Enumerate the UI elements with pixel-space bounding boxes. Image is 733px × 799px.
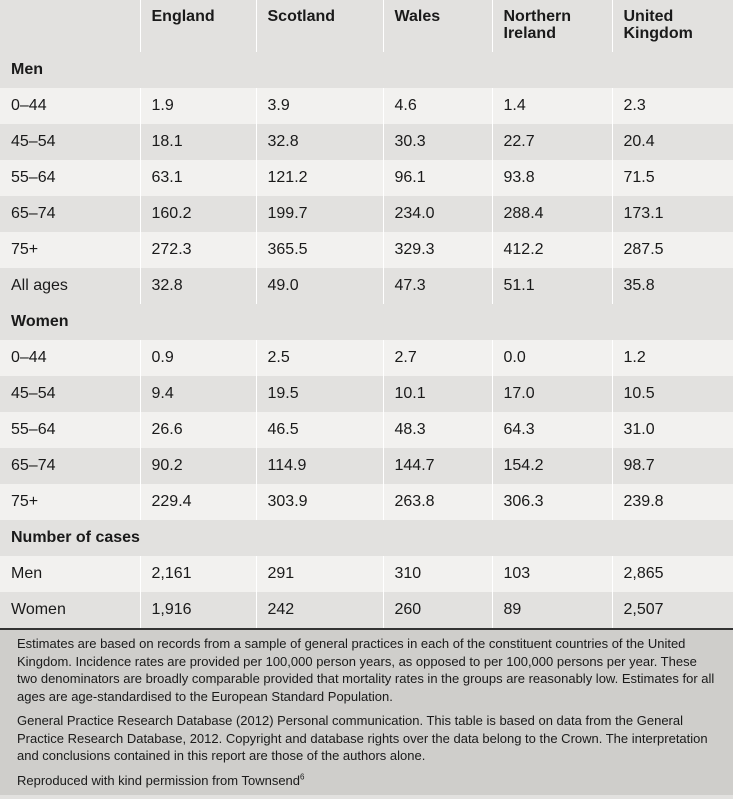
table-cell: 47.3 bbox=[383, 268, 492, 304]
table-cell: 4.6 bbox=[383, 88, 492, 124]
table-cell: 2,865 bbox=[612, 556, 733, 592]
table-cell: 32.8 bbox=[256, 124, 383, 160]
table-cell: 2.7 bbox=[383, 340, 492, 376]
table-cell: 30.3 bbox=[383, 124, 492, 160]
table-cell: 19.5 bbox=[256, 376, 383, 412]
table-cell: 144.7 bbox=[383, 448, 492, 484]
table-cell: 63.1 bbox=[140, 160, 256, 196]
section-title: Women bbox=[0, 304, 733, 340]
table-notes bbox=[0, 630, 733, 795]
table-cell: 272.3 bbox=[140, 232, 256, 268]
table-cell: 51.1 bbox=[492, 268, 612, 304]
reference-superscript: 6 bbox=[300, 772, 305, 782]
table-cell: 288.4 bbox=[492, 196, 612, 232]
row-label: 55–64 bbox=[0, 412, 140, 448]
table-cell: 10.1 bbox=[383, 376, 492, 412]
table-cell: 287.5 bbox=[612, 232, 733, 268]
estimates-note: Estimates are based on records from a sample of general practices in each of the constituent countries of the United Kingdom. Incidence rates are provided per 100,000 person years, as opposed to per 100,000 persons per year. These two denominators are broadly comparable provided that mortality rates in the groups are reasonably low. Estimates for all ages are age-standardised to the European Standard Population. bbox=[17, 636, 715, 704]
table-cell: 10.5 bbox=[612, 376, 733, 412]
table-cell: 0.0 bbox=[492, 340, 612, 376]
table-cell: 2,161 bbox=[140, 556, 256, 592]
section-title: Number of cases bbox=[0, 520, 733, 556]
row-label: All ages bbox=[0, 268, 140, 304]
table-row bbox=[0, 484, 733, 520]
table-row bbox=[0, 448, 733, 484]
table-cell: 71.5 bbox=[612, 160, 733, 196]
table-row bbox=[0, 412, 733, 448]
header-blank bbox=[0, 0, 140, 52]
table-cell: 46.5 bbox=[256, 412, 383, 448]
table-cell: 26.6 bbox=[140, 412, 256, 448]
source-note: General Practice Research Database (2012) Personal communication. This table is based on data from the General Practice Research Database, 2012. Copyright and database rights over the data belong to the Crown. The interpretation and conclusions contained in this report are those of the authors alone. bbox=[17, 713, 708, 763]
table-cell: 2,507 bbox=[612, 592, 733, 629]
table-row bbox=[0, 196, 733, 232]
table-cell: 3.9 bbox=[256, 88, 383, 124]
table-cell: 306.3 bbox=[492, 484, 612, 520]
table-cell: 154.2 bbox=[492, 448, 612, 484]
row-label: Men bbox=[0, 556, 140, 592]
table-cell: 9.4 bbox=[140, 376, 256, 412]
table-cell: 96.1 bbox=[383, 160, 492, 196]
table-cell: 263.8 bbox=[383, 484, 492, 520]
table-cell: 103 bbox=[492, 556, 612, 592]
table-cell: 35.8 bbox=[612, 268, 733, 304]
table-cell: 229.4 bbox=[140, 484, 256, 520]
table-cell: 329.3 bbox=[383, 232, 492, 268]
table-cell: 18.1 bbox=[140, 124, 256, 160]
table-cell: 49.0 bbox=[256, 268, 383, 304]
table-cell: 239.8 bbox=[612, 484, 733, 520]
section-header-row bbox=[0, 52, 733, 88]
table-cell: 1.9 bbox=[140, 88, 256, 124]
table-cell: 173.1 bbox=[612, 196, 733, 232]
table-cell: 291 bbox=[256, 556, 383, 592]
row-label: 45–54 bbox=[0, 376, 140, 412]
table-cell: 1.4 bbox=[492, 88, 612, 124]
table-cell: 310 bbox=[383, 556, 492, 592]
row-label: 75+ bbox=[0, 484, 140, 520]
table-cell: 64.3 bbox=[492, 412, 612, 448]
table-row bbox=[0, 124, 733, 160]
table-cell: 89 bbox=[492, 592, 612, 629]
table-cell: 0.9 bbox=[140, 340, 256, 376]
table-cell: 260 bbox=[383, 592, 492, 629]
table-cell: 2.5 bbox=[256, 340, 383, 376]
table-cell: 48.3 bbox=[383, 412, 492, 448]
table-cell: 242 bbox=[256, 592, 383, 629]
row-label: 45–54 bbox=[0, 124, 140, 160]
reproduced-text: Reproduced with kind permission from Townsend bbox=[17, 772, 301, 788]
table-cell: 1,916 bbox=[140, 592, 256, 629]
table-row bbox=[0, 556, 733, 592]
section-title: Men bbox=[0, 52, 733, 88]
table-cell: 303.9 bbox=[256, 484, 383, 520]
header-row bbox=[0, 0, 733, 52]
section-header-row bbox=[0, 304, 733, 340]
table-cell: 90.2 bbox=[140, 448, 256, 484]
row-label: 65–74 bbox=[0, 196, 140, 232]
row-label: Women bbox=[0, 592, 140, 629]
row-label: 55–64 bbox=[0, 160, 140, 196]
row-label: 0–44 bbox=[0, 88, 140, 124]
row-label: 65–74 bbox=[0, 448, 140, 484]
table-cell: 412.2 bbox=[492, 232, 612, 268]
table-cell: 31.0 bbox=[612, 412, 733, 448]
header-wales: Wales bbox=[383, 0, 492, 52]
table-cell: 20.4 bbox=[612, 124, 733, 160]
table-cell: 93.8 bbox=[492, 160, 612, 196]
header-northern-ireland: Northern Ireland bbox=[492, 0, 612, 52]
table-row bbox=[0, 268, 733, 304]
table-cell: 121.2 bbox=[256, 160, 383, 196]
table-cell: 98.7 bbox=[612, 448, 733, 484]
table-cell: 22.7 bbox=[492, 124, 612, 160]
row-label: 75+ bbox=[0, 232, 140, 268]
row-label: 0–44 bbox=[0, 340, 140, 376]
table-cell: 1.2 bbox=[612, 340, 733, 376]
section-header-row bbox=[0, 520, 733, 556]
table-row bbox=[0, 592, 733, 629]
table-cell: 160.2 bbox=[140, 196, 256, 232]
table-cell: 2.3 bbox=[612, 88, 733, 124]
table-cell: 114.9 bbox=[256, 448, 383, 484]
header-england: England bbox=[140, 0, 256, 52]
table-cell: 32.8 bbox=[140, 268, 256, 304]
table-cell: 17.0 bbox=[492, 376, 612, 412]
header-scotland: Scotland bbox=[256, 0, 383, 52]
table-row bbox=[0, 232, 733, 268]
table-cell: 199.7 bbox=[256, 196, 383, 232]
table-row bbox=[0, 340, 733, 376]
table-row bbox=[0, 376, 733, 412]
table-cell: 234.0 bbox=[383, 196, 492, 232]
table-row bbox=[0, 88, 733, 124]
table-cell: 365.5 bbox=[256, 232, 383, 268]
header-united-kingdom: United Kingdom bbox=[612, 0, 733, 52]
reproduced-note bbox=[17, 772, 719, 790]
table-row bbox=[0, 160, 733, 196]
